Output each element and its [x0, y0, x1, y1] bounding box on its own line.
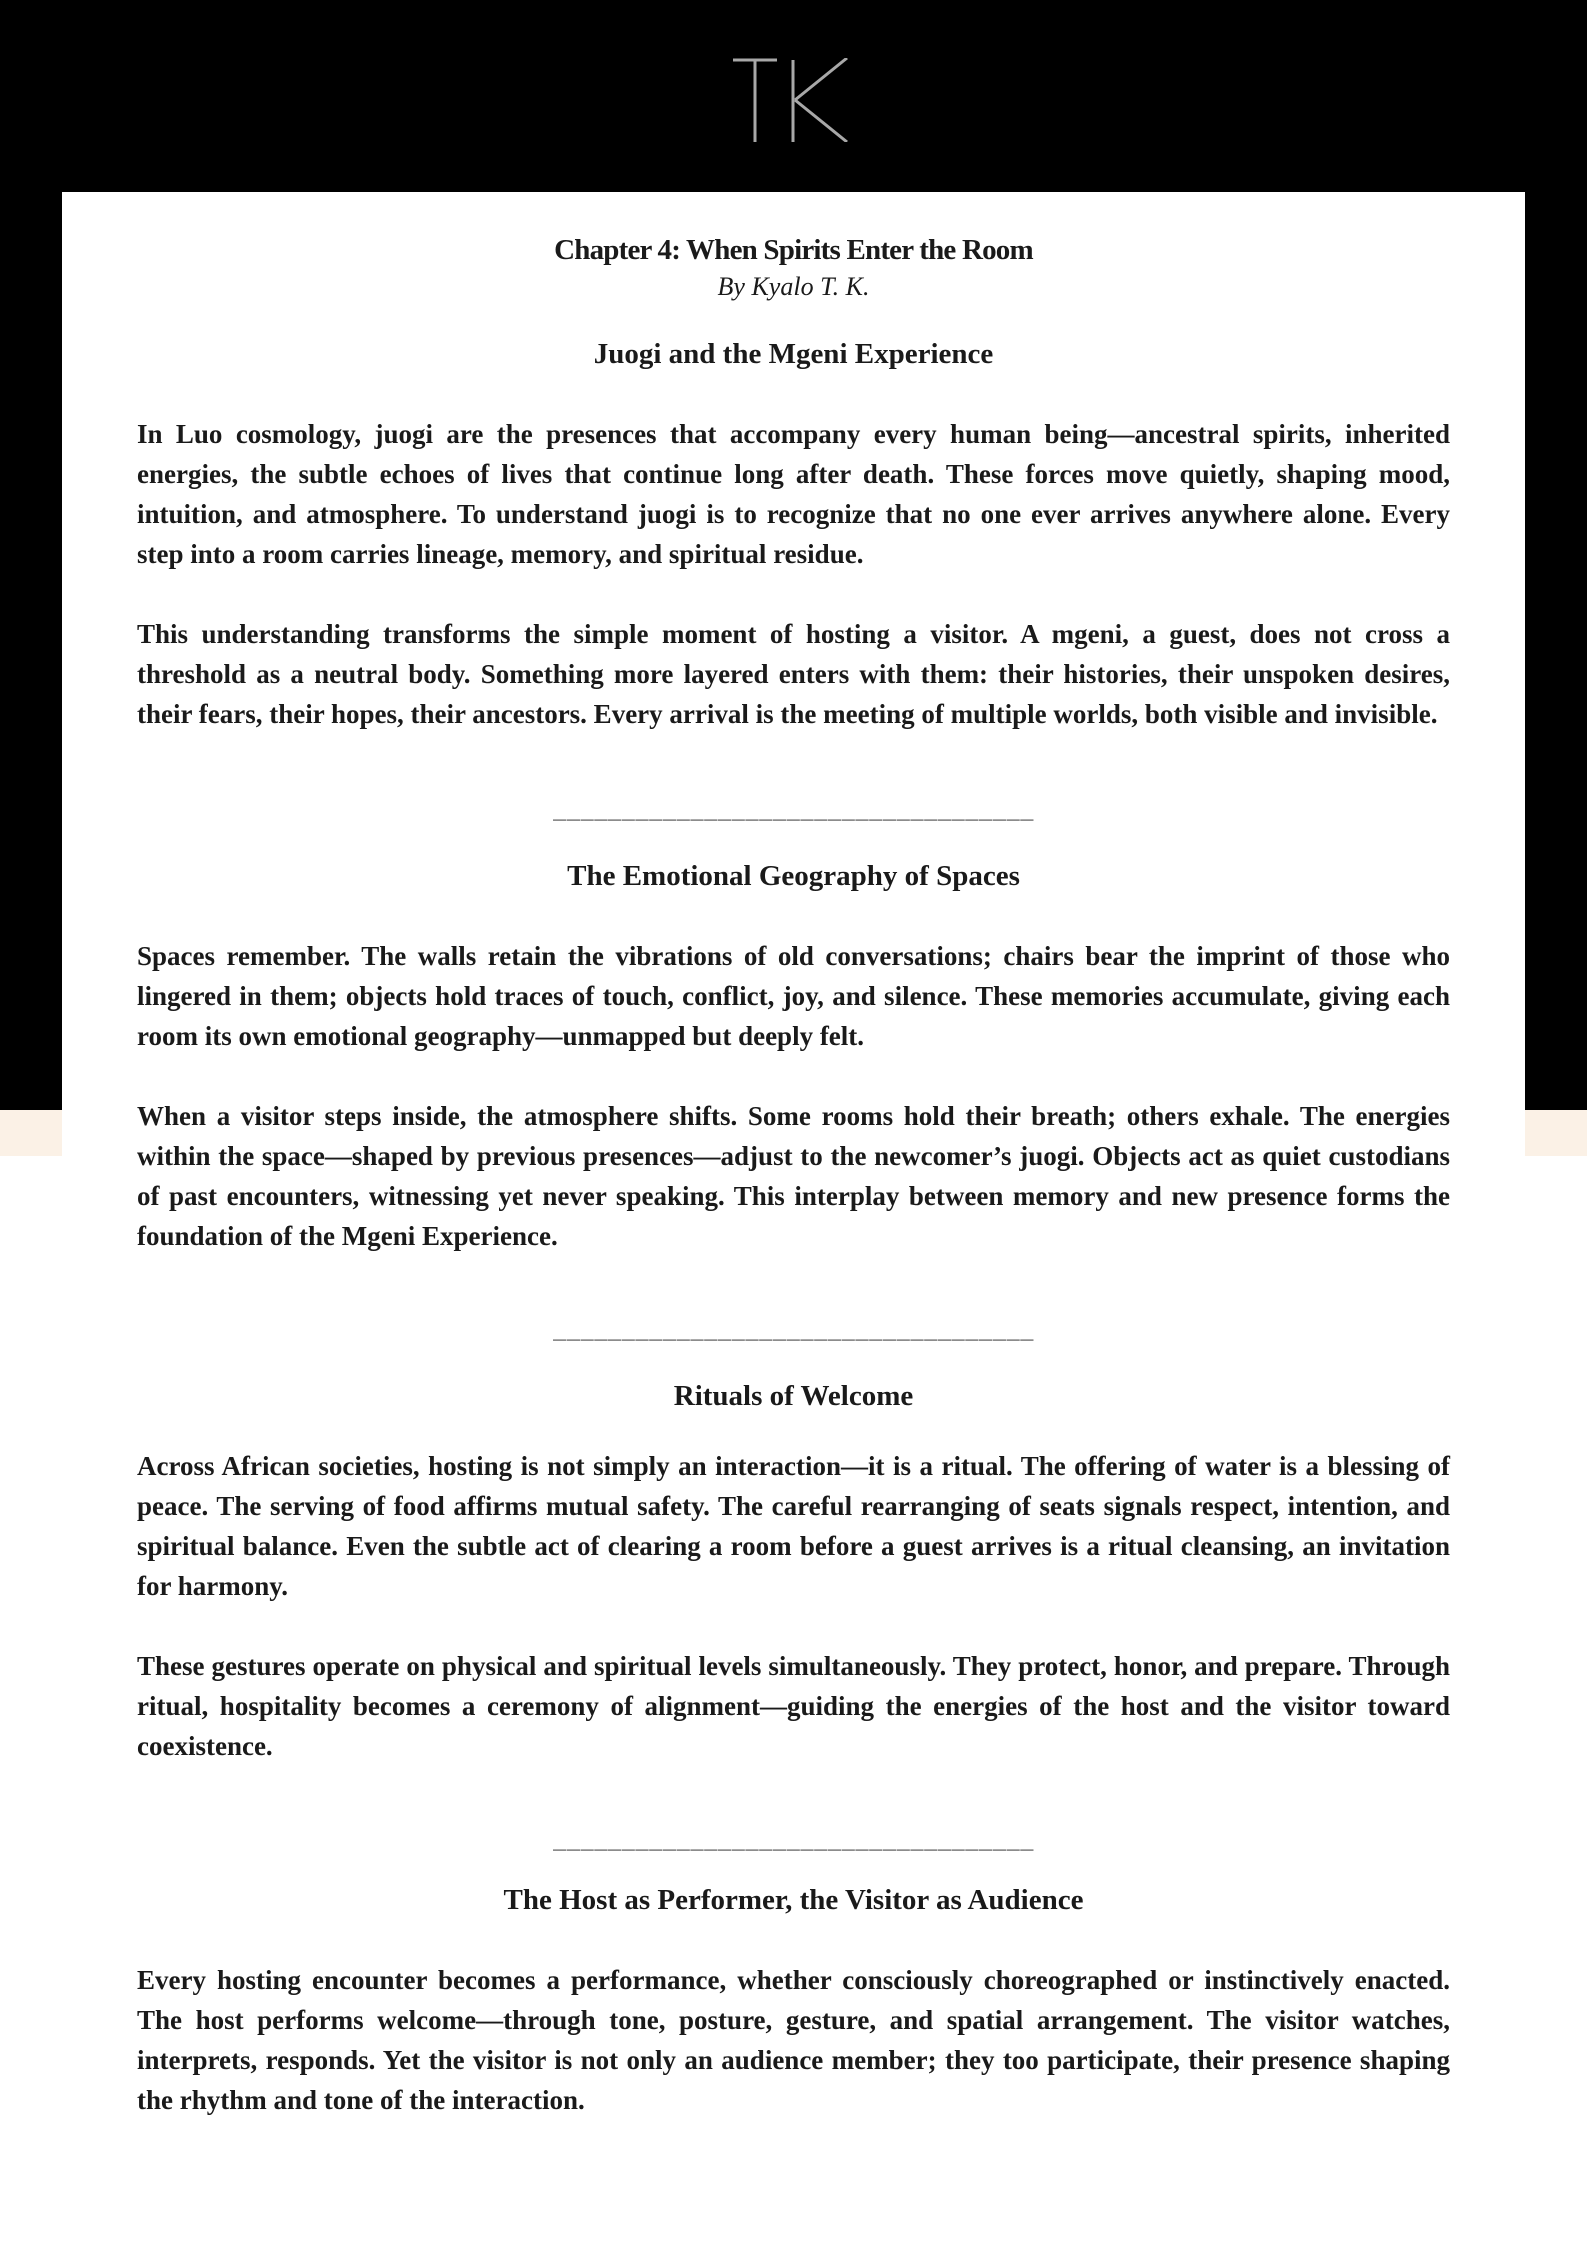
section-heading: The Host as Performer, the Visitor as Audience — [503, 1884, 1084, 1916]
body-paragraph: This understanding transforms the simple moment of hosting a visitor. A mgeni, a guest, does not cross a threshold as a neutral body. Something more layered enters with them: their histories, their unspoken desires, their fears, their hopes, their ancestors. Every arrival is the meeting of multiple worlds, both visible and invisible. — [137, 619, 1450, 729]
section-divider: ___________________________________ — [552, 1826, 1035, 1851]
byline: By Kyalo T. K. — [717, 272, 870, 301]
tk-monogram-logo — [733, 58, 848, 142]
document-content — [137, 232, 1450, 2120]
body-paragraph: Spaces remember. The walls retain the vibrations of old conversations; chairs bear the imprint of those who lingered in them; objects hold traces of touch, conflict, joy, and silence. These memories accumulate, giving each room its own emotional geography—unmapped but deeply felt. — [137, 941, 1450, 1051]
section-heading: The Emotional Geography of Spaces — [567, 860, 1020, 892]
body-paragraph: In Luo cosmology, juogi are the presences that accompany every human being—ancestral spirits, inherited energies, the subtle echoes of lives that continue long after death. These forces move quietly, shaping mood, intuition, and atmosphere. To understand juogi is to recognize that no one ever arrives anywhere alone. Every step into a room carries lineage, memory, and spiritual residue. — [137, 419, 1450, 569]
section-heading: Juogi and the Mgeni Experience — [593, 338, 994, 370]
document-page — [62, 192, 1525, 2245]
cream-strip-right — [1525, 1110, 1587, 1156]
section-heading: Rituals of Welcome — [673, 1380, 914, 1412]
body-paragraph: When a visitor steps inside, the atmosphere shifts. Some rooms hold their breath; others exhale. The energies within the space—shaped by previous presences—adjust to the newcomer’s juogi. Objects act as quiet custodians of past encounters, witnessing yet never speaking. This interplay between memory and new presence forms the foundation of the Mgeni Experience. — [137, 1101, 1450, 1251]
section-divider: ___________________________________ — [552, 1316, 1035, 1341]
cream-strip-left — [0, 1110, 62, 1156]
body-paragraph: Across African societies, hosting is not simply an interaction—it is a ritual. The offering of water is a blessing of peace. The serving of food affirms mutual safety. The careful rearranging of seats signals respect, intention, and spiritual balance. Even the subtle act of clearing a room before a guest arrives is a ritual cleansing, an invitation for harmony. — [137, 1451, 1450, 1601]
body-paragraph: These gestures operate on physical and spiritual levels simultaneously. They protect, honor, and prepare. Through ritual, hospitality becomes a ceremony of alignment—guiding the energies of the host and the visitor toward coexistence. — [137, 1651, 1450, 1761]
body-paragraph: Every hosting encounter becomes a performance, whether consciously choreographed or instinctively enacted. The host performs welcome—through tone, posture, gesture, and spatial arrangement. The visitor watches, interprets, responds. Yet the visitor is not only an audience member; they too participate, their presence shaping the rhythm and tone of the interaction. — [137, 1965, 1450, 2115]
chapter-title: Chapter 4: When Spirits Enter the Room — [554, 234, 1033, 266]
section-divider: ___________________________________ — [552, 796, 1035, 821]
